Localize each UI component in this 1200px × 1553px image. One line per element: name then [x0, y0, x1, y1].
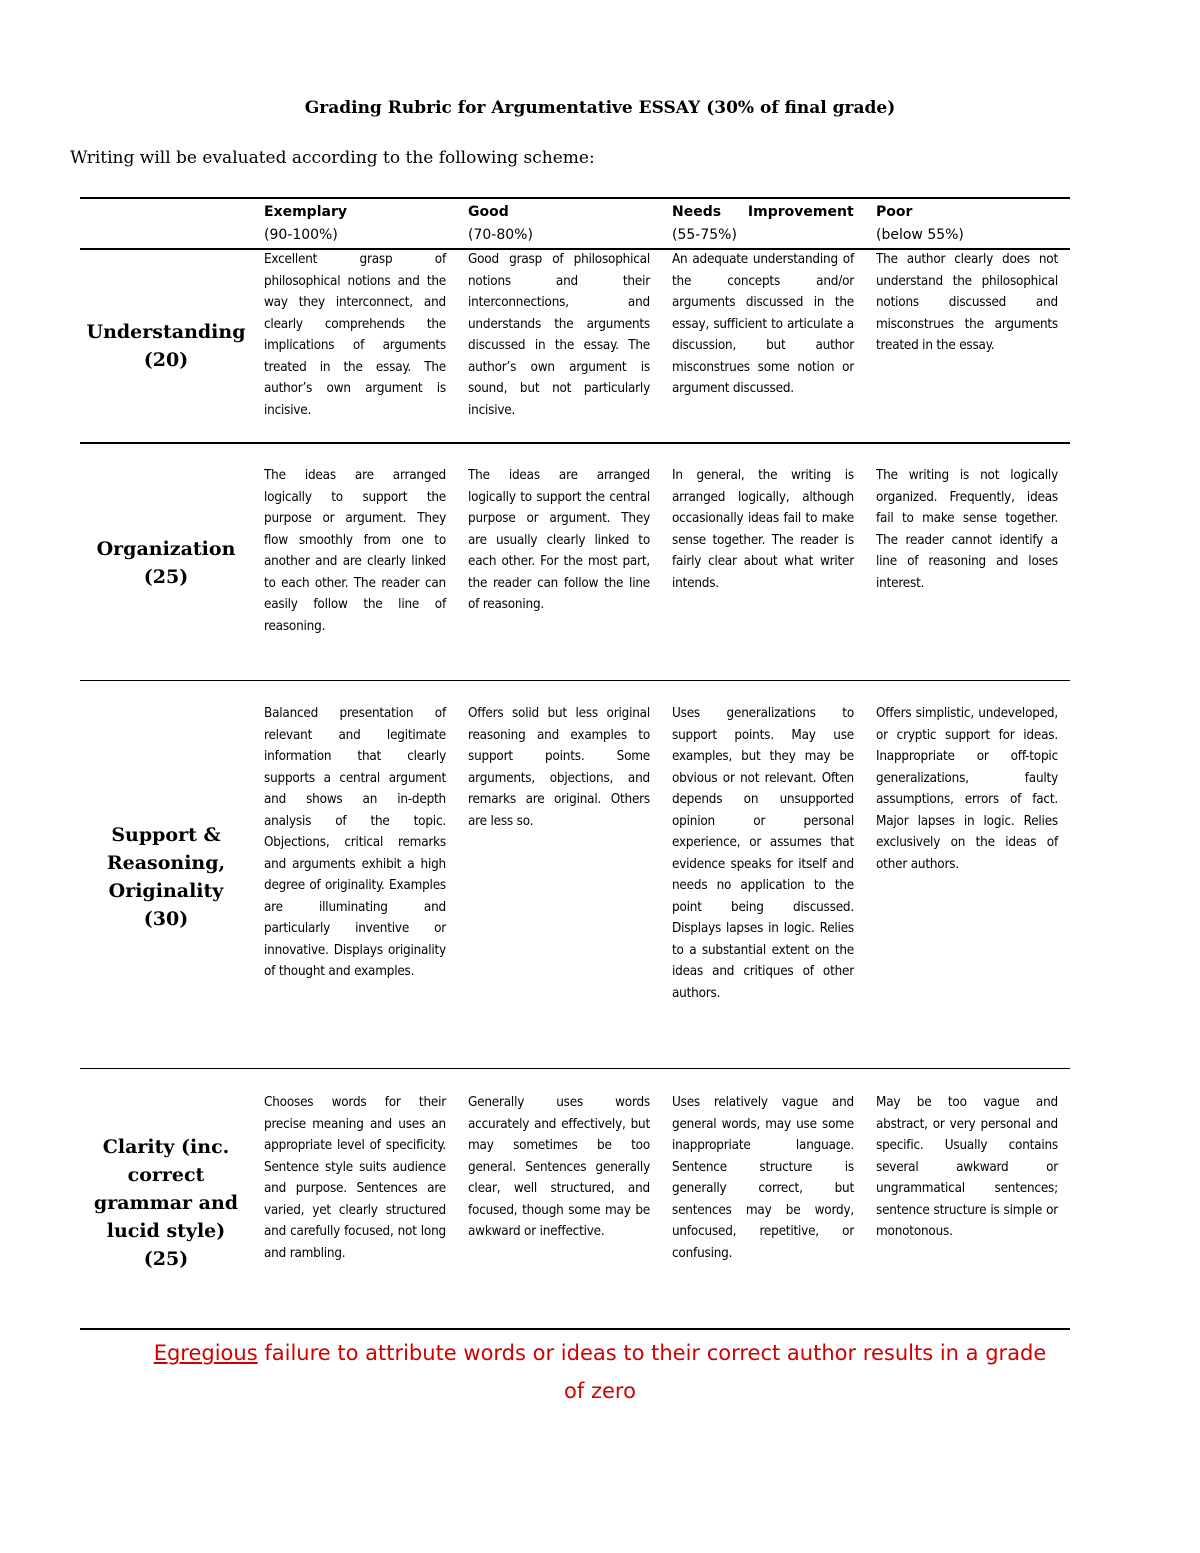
header-exemplary [264, 201, 454, 247]
cell-organization-good: The ideas are arranged logically to support the central purpose or argument. They are usually clearly linked to each other. For the most part, the reader can follow the line of reasoning. [468, 468, 650, 612]
plagiarism-note-emphasis: Egregious [153, 1341, 258, 1365]
cell-support-good: Offers solid but less original reasoning and examples to support points. Some arguments, objections, and remarks are original. Others are less so. [468, 706, 650, 829]
header-range: (below 55%) [876, 227, 964, 243]
row-label-support-reasoning: Support & Reasoning, Originality (30) [106, 824, 226, 930]
header-range: (70-80%) [468, 227, 533, 243]
cell-support-poor: Offers simplistic, undeveloped, or cryptic support for ideas. Inappropriate or off-topic generalizations, faulty assumptions, errors of fact. Major lapses in logic. Relies exclusively on the ideas of other authors. [876, 706, 1058, 872]
header-good [468, 201, 658, 247]
cell-organization-needs-improvement: In general, the writing is arranged logically, although occasionally ideas fail to make sense together. The reader is fairly clear about what writer intends. [672, 468, 854, 591]
cell-organization-poor: The writing is not logically organized. Frequently, ideas fail to make sense together. The reader cannot identify a line of reasoning and loses interest. [876, 468, 1058, 591]
row-label-understanding: Understanding (20) [86, 321, 246, 371]
header-poor [876, 201, 1066, 247]
cell-clarity-poor: May be too vague and abstract, or very personal and specific. Usually contains several awkward or ungrammatical sentences; sentence structure is simple or monotonous. [876, 1095, 1058, 1239]
header-range: (90-100%) [264, 227, 338, 243]
plagiarism-note-text: failure to attribute words or ideas to their correct author results in a grade of zero [264, 1341, 1047, 1403]
cell-organization-exemplary: The ideas are arranged logically to support the purpose or argument. They flow smoothly from one to another and are clearly linked to each other. The reader can easily follow the line of reasoning. [264, 468, 446, 634]
page-title: Grading Rubric for Argumentative ESSAY (30% of final grade) [304, 98, 896, 118]
header-name: Good [468, 204, 509, 220]
row-label-organization: Organization (25) [96, 538, 236, 588]
header-name: Poor [876, 204, 913, 220]
cell-understanding-good: Good grasp of philosophical notions and their interconnections, and understands the arguments discussed in the essay. The author’s own argument is sound, but not particularly incisive. [468, 252, 650, 418]
row-rule [80, 1068, 1070, 1069]
table-top-rule [80, 197, 1070, 199]
cell-clarity-good: Generally uses words accurately and effectively, but may sometimes be too general. Sentences generally clear, well structured, and focused, though some may be awkward or ineffective. [468, 1095, 650, 1239]
row-label-clarity: Clarity (inc. correct grammar and lucid style) (25) [93, 1136, 239, 1270]
header-needs-improvement [672, 201, 862, 247]
cell-support-exemplary: Balanced presentation of relevant and legitimate information that clearly supports a central argument and shows an in-depth analysis of the topic. Objections, critical remarks and arguments exhibit a high degree of originality. Examples are illuminating and particularly inventive or innovative. Displays originality of thought and examples. [264, 706, 446, 979]
cell-clarity-exemplary: Chooses words for their precise meaning and uses an appropriate level of specificity. Sentence style suits audience and purpose. Sentences are varied, yet clearly structured and carefully focused, not long and rambling. [264, 1095, 446, 1261]
row-rule [80, 442, 1070, 444]
row-rule [80, 680, 1070, 681]
intro-text: Writing will be evaluated according to the following scheme: [70, 148, 595, 168]
cell-understanding-needs-improvement: An adequate understanding of the concepts and/or arguments discussed in the essay, sufficient to articulate a discussion, but author misconstrues some notion or argument discussed. [672, 252, 854, 396]
header-name: Needs Improvement [672, 204, 854, 220]
cell-understanding-poor: The author clearly does not understand the philosophical notions discussed and misconstrues the arguments treated in the essay. [876, 252, 1058, 353]
cell-understanding-exemplary: Excellent grasp of philosophical notions and the way they interconnect, and clearly comprehends the implications of arguments treated in the essay. The author’s own argument is incisive. [264, 252, 446, 418]
header-name: Exemplary [264, 204, 347, 220]
cell-support-needs-improvement: Uses generalizations to support points. May use examples, but they may be obvious or not relevant. Often depends on unsupported opinion or personal experience, or assumes that evidence speaks for itself and needs no application to the point being discussed. Displays lapses in logic. Relies to a substantial extent on the ideas and critiques of other authors. [672, 706, 854, 1001]
table-bottom-rule [80, 1328, 1070, 1330]
header-range: (55-75%) [672, 227, 737, 243]
plagiarism-note [0, 1334, 1200, 1410]
cell-clarity-needs-improvement: Uses relatively vague and general words, may use some inappropriate language. Sentence structure is generally correct, but sentences may be wordy, unfocused, repetitive, or confusing. [672, 1095, 854, 1261]
